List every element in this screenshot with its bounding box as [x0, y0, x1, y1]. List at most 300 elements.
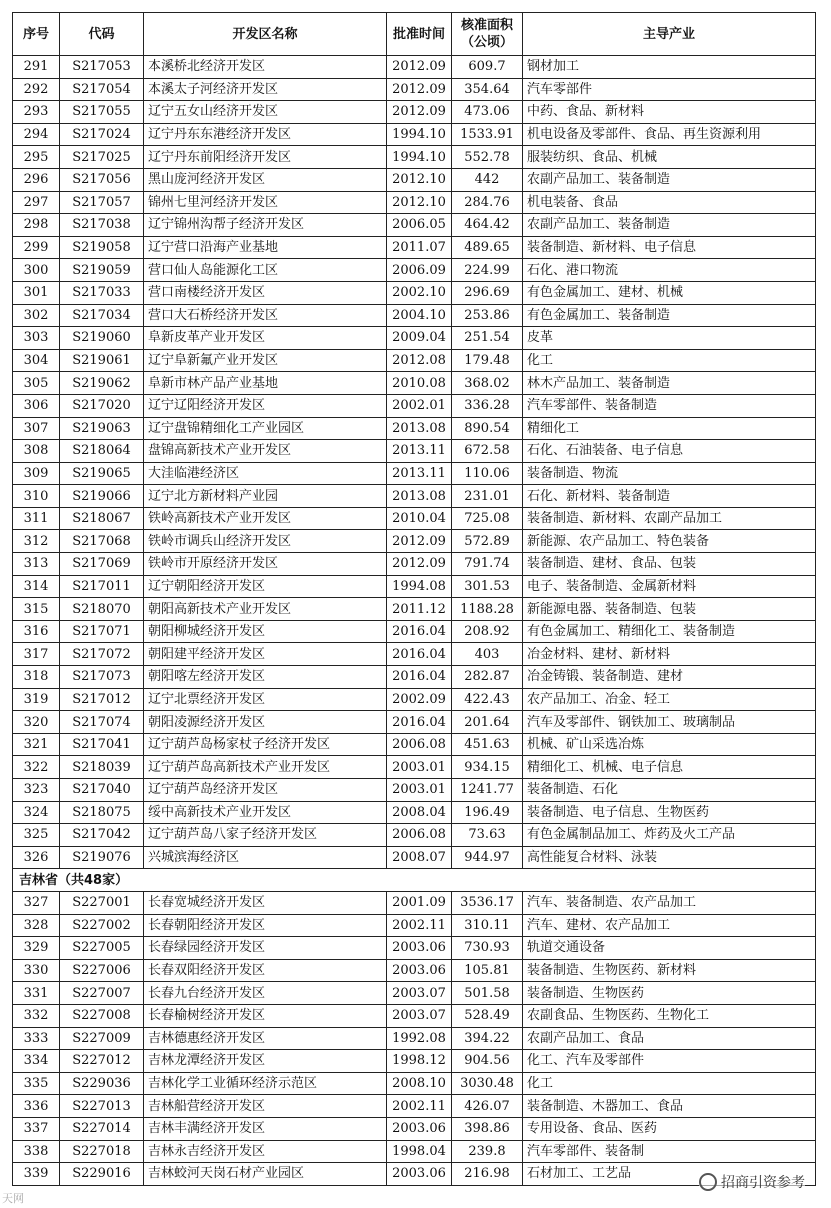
cell-code: S219061 — [60, 349, 144, 372]
cell-no: 301 — [13, 281, 60, 304]
table-row — [13, 485, 816, 508]
cell-industry: 石化、港口物流 — [523, 259, 816, 282]
cell-code: S217056 — [60, 168, 144, 191]
cell-area: 253.86 — [452, 304, 523, 327]
cell-area: 201.64 — [452, 711, 523, 734]
development-zone-table — [12, 12, 816, 1186]
table-row — [13, 507, 816, 530]
table-row — [13, 666, 816, 689]
cell-industry: 石材加工、工艺品 — [523, 1163, 816, 1186]
cell-date: 2004.10 — [387, 304, 452, 327]
table-row — [13, 1095, 816, 1118]
cell-code: S227014 — [60, 1117, 144, 1140]
cell-no: 298 — [13, 214, 60, 237]
cell-code: S218075 — [60, 801, 144, 824]
cell-industry: 石化、石油装备、电子信息 — [523, 440, 816, 463]
cell-code: S217068 — [60, 530, 144, 553]
cell-name: 绥中高新技术产业开发区 — [144, 801, 387, 824]
cell-no: 309 — [13, 462, 60, 485]
cell-name: 兴城滨海经济区 — [144, 846, 387, 869]
table-row — [13, 620, 816, 643]
cell-date: 1998.04 — [387, 1140, 452, 1163]
cell-area: 239.8 — [452, 1140, 523, 1163]
cell-no: 317 — [13, 643, 60, 666]
cell-industry: 装备制造、建材、食品、包装 — [523, 553, 816, 576]
cell-area: 890.54 — [452, 417, 523, 440]
table-row — [13, 1004, 816, 1027]
cell-date: 2010.08 — [387, 372, 452, 395]
cell-no: 302 — [13, 304, 60, 327]
cell-industry: 精细化工、机械、电子信息 — [523, 756, 816, 779]
cell-date: 2013.08 — [387, 417, 452, 440]
cell-code: S217038 — [60, 214, 144, 237]
header-area-line2: （公顷） — [460, 35, 513, 50]
cell-code: S219063 — [60, 417, 144, 440]
cell-code: S217040 — [60, 779, 144, 802]
cell-date: 2003.06 — [387, 937, 452, 960]
cell-name: 辽宁五女山经济开发区 — [144, 101, 387, 124]
table-row — [13, 530, 816, 553]
cell-industry: 农产品加工、冶金、轻工 — [523, 688, 816, 711]
cell-no: 339 — [13, 1163, 60, 1186]
cell-name: 朝阳高新技术产业开发区 — [144, 598, 387, 621]
table-row — [13, 1050, 816, 1073]
cell-industry: 装备制造、石化 — [523, 779, 816, 802]
cell-date: 2008.04 — [387, 801, 452, 824]
cell-name: 铁岭市开原经济开发区 — [144, 553, 387, 576]
cell-area: 179.48 — [452, 349, 523, 372]
cell-no: 294 — [13, 123, 60, 146]
table-row — [13, 982, 816, 1005]
cell-code: S227008 — [60, 1004, 144, 1027]
table-row — [13, 417, 816, 440]
cell-industry: 机电设备及零部件、食品、再生资源利用 — [523, 123, 816, 146]
cell-name: 铁岭市调兵山经济开发区 — [144, 530, 387, 553]
cell-industry: 冶金材料、建材、新材料 — [523, 643, 816, 666]
cell-no: 331 — [13, 982, 60, 1005]
cell-date: 1994.10 — [387, 146, 452, 169]
cell-no: 300 — [13, 259, 60, 282]
cell-name: 朝阳喀左经济开发区 — [144, 666, 387, 689]
cell-date: 1994.08 — [387, 575, 452, 598]
cell-code: S217072 — [60, 643, 144, 666]
table-row — [13, 914, 816, 937]
cell-name: 吉林化学工业循环经济示范区 — [144, 1072, 387, 1095]
cell-name: 铁岭高新技术产业开发区 — [144, 507, 387, 530]
cell-code: S219066 — [60, 485, 144, 508]
table-row — [13, 801, 816, 824]
cell-date: 2003.01 — [387, 779, 452, 802]
table-row — [13, 191, 816, 214]
watermark-left: 天网 — [2, 1192, 24, 1205]
cell-no: 296 — [13, 168, 60, 191]
cell-date: 2003.07 — [387, 1004, 452, 1027]
cell-area: 473.06 — [452, 101, 523, 124]
cell-name: 吉林龙潭经济开发区 — [144, 1050, 387, 1073]
cell-no: 333 — [13, 1027, 60, 1050]
cell-no: 334 — [13, 1050, 60, 1073]
cell-code: S217011 — [60, 575, 144, 598]
cell-code: S229016 — [60, 1163, 144, 1186]
cell-name: 辽宁辽阳经济开发区 — [144, 394, 387, 417]
cell-code: S227013 — [60, 1095, 144, 1118]
cell-area: 3030.48 — [452, 1072, 523, 1095]
cell-date: 2012.10 — [387, 168, 452, 191]
cell-no: 306 — [13, 394, 60, 417]
cell-industry: 服装纺织、食品、机械 — [523, 146, 816, 169]
cell-name: 辽宁丹东前阳经济开发区 — [144, 146, 387, 169]
cell-industry: 冶金铸锻、装备制造、建材 — [523, 666, 816, 689]
cell-area: 224.99 — [452, 259, 523, 282]
cell-date: 2012.09 — [387, 78, 452, 101]
cell-code: S218039 — [60, 756, 144, 779]
table-row — [13, 146, 816, 169]
cell-name: 辽宁盘锦精细化工产业园区 — [144, 417, 387, 440]
cell-code: S217041 — [60, 733, 144, 756]
cell-no: 328 — [13, 914, 60, 937]
cell-name: 辽宁北票经济开发区 — [144, 688, 387, 711]
cell-date: 2012.08 — [387, 349, 452, 372]
cell-industry: 汽车及零部件、钢铁加工、玻璃制品 — [523, 711, 816, 734]
cell-code: S219060 — [60, 327, 144, 350]
cell-no: 312 — [13, 530, 60, 553]
cell-industry: 轨道交通设备 — [523, 937, 816, 960]
cell-date: 2006.09 — [387, 259, 452, 282]
cell-name: 辽宁营口沿海产业基地 — [144, 236, 387, 259]
table-row — [13, 824, 816, 847]
cell-code: S219062 — [60, 372, 144, 395]
cell-industry: 农副食品、生物医药、生物化工 — [523, 1004, 816, 1027]
cell-industry: 汽车零部件、装备制 — [523, 1140, 816, 1163]
table-row — [13, 688, 816, 711]
cell-code: S219059 — [60, 259, 144, 282]
cell-industry: 精细化工 — [523, 417, 816, 440]
cell-date: 2003.07 — [387, 982, 452, 1005]
cell-industry: 化工 — [523, 349, 816, 372]
cell-code: S227002 — [60, 914, 144, 937]
cell-date: 2012.09 — [387, 101, 452, 124]
cell-industry: 化工、汽车及零部件 — [523, 1050, 816, 1073]
cell-industry: 装备制造、物流 — [523, 462, 816, 485]
table-row — [13, 304, 816, 327]
cell-industry: 钢材加工 — [523, 56, 816, 79]
cell-name: 辽宁朝阳经济开发区 — [144, 575, 387, 598]
cell-industry: 林木产品加工、装备制造 — [523, 372, 816, 395]
cell-area: 208.92 — [452, 620, 523, 643]
cell-area: 336.28 — [452, 394, 523, 417]
cell-code: S217074 — [60, 711, 144, 734]
cell-name: 营口大石桥经济开发区 — [144, 304, 387, 327]
cell-name: 辽宁锦州沟帮子经济开发区 — [144, 214, 387, 237]
table-row — [13, 733, 816, 756]
cell-date: 2016.04 — [387, 620, 452, 643]
cell-code: S217054 — [60, 78, 144, 101]
cell-no: 304 — [13, 349, 60, 372]
cell-date: 2001.09 — [387, 891, 452, 914]
cell-code: S227007 — [60, 982, 144, 1005]
cell-name: 辽宁丹东东港经济开发区 — [144, 123, 387, 146]
cell-no: 316 — [13, 620, 60, 643]
cell-date: 2003.06 — [387, 1117, 452, 1140]
cell-no: 297 — [13, 191, 60, 214]
cell-code: S219058 — [60, 236, 144, 259]
cell-industry: 农副产品加工、食品 — [523, 1027, 816, 1050]
cell-date: 2010.04 — [387, 507, 452, 530]
table-row — [13, 440, 816, 463]
table-row — [13, 214, 816, 237]
cell-area: 464.42 — [452, 214, 523, 237]
cell-industry: 汽车、装备制造、农产品加工 — [523, 891, 816, 914]
cell-industry: 装备制造、新材料、农副产品加工 — [523, 507, 816, 530]
section-row — [13, 869, 816, 892]
table-row — [13, 1163, 816, 1186]
cell-no: 327 — [13, 891, 60, 914]
cell-code: S217024 — [60, 123, 144, 146]
cell-area: 725.08 — [452, 507, 523, 530]
cell-name: 长春宽城经济开发区 — [144, 891, 387, 914]
cell-name: 阜新市林产品产业基地 — [144, 372, 387, 395]
cell-date: 2006.08 — [387, 733, 452, 756]
cell-area: 1533.91 — [452, 123, 523, 146]
cell-industry: 汽车零部件 — [523, 78, 816, 101]
cell-date: 2003.06 — [387, 959, 452, 982]
table-row — [13, 891, 816, 914]
table-row — [13, 259, 816, 282]
cell-name: 吉林蛟河天岗石材产业园区 — [144, 1163, 387, 1186]
cell-no: 292 — [13, 78, 60, 101]
cell-area: 231.01 — [452, 485, 523, 508]
cell-date: 2013.11 — [387, 440, 452, 463]
cell-date: 2013.08 — [387, 485, 452, 508]
cell-no: 329 — [13, 937, 60, 960]
cell-date: 2013.11 — [387, 462, 452, 485]
section-title: 吉林省（共48家） — [13, 869, 816, 892]
cell-date: 2012.09 — [387, 553, 452, 576]
table-row — [13, 281, 816, 304]
cell-date: 2008.07 — [387, 846, 452, 869]
cell-area: 394.22 — [452, 1027, 523, 1050]
cell-date: 2012.09 — [387, 56, 452, 79]
header-no: 序号 — [13, 13, 60, 56]
cell-industry: 装备制造、电子信息、生物医药 — [523, 801, 816, 824]
cell-date: 2002.09 — [387, 688, 452, 711]
table-row — [13, 959, 816, 982]
cell-industry: 有色金属加工、精细化工、装备制造 — [523, 620, 816, 643]
cell-area: 296.69 — [452, 281, 523, 304]
cell-no: 307 — [13, 417, 60, 440]
cell-industry: 专用设备、食品、医药 — [523, 1117, 816, 1140]
cell-code: S217073 — [60, 666, 144, 689]
table-row — [13, 598, 816, 621]
cell-date: 2012.10 — [387, 191, 452, 214]
watermark-text: 招商引资参考 — [721, 1175, 805, 1191]
cell-industry: 装备制造、生物医药 — [523, 982, 816, 1005]
table-row — [13, 372, 816, 395]
cell-code: S229036 — [60, 1072, 144, 1095]
cell-area: 730.93 — [452, 937, 523, 960]
cell-no: 336 — [13, 1095, 60, 1118]
cell-industry: 电子、装备制造、金属新材料 — [523, 575, 816, 598]
header-code: 代码 — [60, 13, 144, 56]
cell-area: 904.56 — [452, 1050, 523, 1073]
header-area-line1: 核准面积 — [460, 18, 513, 33]
cell-industry: 有色金属加工、建材、机械 — [523, 281, 816, 304]
cell-code: S217071 — [60, 620, 144, 643]
cell-no: 325 — [13, 824, 60, 847]
cell-no: 335 — [13, 1072, 60, 1095]
cell-date: 2016.04 — [387, 643, 452, 666]
cell-name: 吉林永吉经济开发区 — [144, 1140, 387, 1163]
cell-code: S218070 — [60, 598, 144, 621]
cell-name: 长春九台经济开发区 — [144, 982, 387, 1005]
cell-no: 311 — [13, 507, 60, 530]
cell-area: 282.87 — [452, 666, 523, 689]
table-row — [13, 394, 816, 417]
cell-industry: 有色金属加工、装备制造 — [523, 304, 816, 327]
cell-date: 2002.11 — [387, 914, 452, 937]
cell-name: 辽宁葫芦岛高新技术产业开发区 — [144, 756, 387, 779]
cell-no: 314 — [13, 575, 60, 598]
cell-name: 朝阳建平经济开发区 — [144, 643, 387, 666]
header-area — [452, 13, 523, 56]
cell-industry: 机电装备、食品 — [523, 191, 816, 214]
cell-name: 辽宁葫芦岛经济开发区 — [144, 779, 387, 802]
cell-code: S218064 — [60, 440, 144, 463]
table-row — [13, 1140, 816, 1163]
cell-date: 1994.10 — [387, 123, 452, 146]
cell-name: 辽宁阜新氟产业开发区 — [144, 349, 387, 372]
table-row — [13, 643, 816, 666]
cell-no: 323 — [13, 779, 60, 802]
cell-area: 609.7 — [452, 56, 523, 79]
cell-code: S217053 — [60, 56, 144, 79]
cell-code: S227012 — [60, 1050, 144, 1073]
cell-area: 398.86 — [452, 1117, 523, 1140]
cell-code: S217012 — [60, 688, 144, 711]
cell-industry: 装备制造、新材料、电子信息 — [523, 236, 816, 259]
cell-date: 2016.04 — [387, 711, 452, 734]
cell-area: 451.63 — [452, 733, 523, 756]
cell-code: S227006 — [60, 959, 144, 982]
cell-code: S227005 — [60, 937, 144, 960]
cell-no: 337 — [13, 1117, 60, 1140]
table-row — [13, 575, 816, 598]
cell-no: 315 — [13, 598, 60, 621]
cell-area: 426.07 — [452, 1095, 523, 1118]
table-row — [13, 168, 816, 191]
cell-no: 305 — [13, 372, 60, 395]
cell-code: S217055 — [60, 101, 144, 124]
cell-name: 辽宁葫芦岛八家子经济开发区 — [144, 824, 387, 847]
cell-date: 1998.12 — [387, 1050, 452, 1073]
cell-area: 572.89 — [452, 530, 523, 553]
cell-name: 大洼临港经济区 — [144, 462, 387, 485]
cell-name: 吉林船营经济开发区 — [144, 1095, 387, 1118]
cell-code: S217033 — [60, 281, 144, 304]
cell-name: 朝阳凌源经济开发区 — [144, 711, 387, 734]
cell-area: 73.63 — [452, 824, 523, 847]
cell-code: S217020 — [60, 394, 144, 417]
cell-industry: 机械、矿山采选冶炼 — [523, 733, 816, 756]
cell-code: S227009 — [60, 1027, 144, 1050]
cell-industry: 新能源、农产品加工、特色装备 — [523, 530, 816, 553]
cell-name: 长春绿园经济开发区 — [144, 937, 387, 960]
cell-area: 944.97 — [452, 846, 523, 869]
cell-industry: 有色金属制品加工、炸药及火工产品 — [523, 824, 816, 847]
cell-area: 3536.17 — [452, 891, 523, 914]
cell-no: 319 — [13, 688, 60, 711]
cell-name: 本溪桥北经济开发区 — [144, 56, 387, 79]
header-industry: 主导产业 — [523, 13, 816, 56]
cell-area: 422.43 — [452, 688, 523, 711]
cell-no: 310 — [13, 485, 60, 508]
cell-name: 长春榆树经济开发区 — [144, 1004, 387, 1027]
table-row — [13, 123, 816, 146]
cell-no: 308 — [13, 440, 60, 463]
cell-area: 672.58 — [452, 440, 523, 463]
table-row — [13, 937, 816, 960]
cell-area: 301.53 — [452, 575, 523, 598]
table-row — [13, 349, 816, 372]
cell-no: 303 — [13, 327, 60, 350]
cell-no: 318 — [13, 666, 60, 689]
cell-area: 368.02 — [452, 372, 523, 395]
cell-name: 营口南楼经济开发区 — [144, 281, 387, 304]
cell-industry: 农副产品加工、装备制造 — [523, 214, 816, 237]
table-row — [13, 1027, 816, 1050]
cell-name: 营口仙人岛能源化工区 — [144, 259, 387, 282]
cell-no: 332 — [13, 1004, 60, 1027]
wechat-icon — [699, 1173, 717, 1191]
cell-name: 长春朝阳经济开发区 — [144, 914, 387, 937]
cell-industry: 装备制造、木器加工、食品 — [523, 1095, 816, 1118]
header-date: 批准时间 — [387, 13, 452, 56]
cell-no: 326 — [13, 846, 60, 869]
cell-industry: 汽车零部件、装备制造 — [523, 394, 816, 417]
cell-area: 489.65 — [452, 236, 523, 259]
cell-area: 791.74 — [452, 553, 523, 576]
table-row — [13, 462, 816, 485]
cell-code: S217042 — [60, 824, 144, 847]
cell-industry: 新能源电器、装备制造、包装 — [523, 598, 816, 621]
cell-date: 2002.10 — [387, 281, 452, 304]
table-row — [13, 1117, 816, 1140]
cell-date: 2003.01 — [387, 756, 452, 779]
cell-industry: 高性能复合材料、泳装 — [523, 846, 816, 869]
cell-name: 黑山庞河经济开发区 — [144, 168, 387, 191]
table-row — [13, 779, 816, 802]
cell-area: 934.15 — [452, 756, 523, 779]
cell-date: 2012.09 — [387, 530, 452, 553]
cell-area: 1188.28 — [452, 598, 523, 621]
cell-area: 310.11 — [452, 914, 523, 937]
table-row — [13, 56, 816, 79]
cell-name: 辽宁葫芦岛杨家杖子经济开发区 — [144, 733, 387, 756]
cell-no: 291 — [13, 56, 60, 79]
cell-date: 1992.08 — [387, 1027, 452, 1050]
cell-code: S218067 — [60, 507, 144, 530]
cell-name: 辽宁北方新材料产业园 — [144, 485, 387, 508]
cell-industry: 石化、新材料、装备制造 — [523, 485, 816, 508]
cell-no: 338 — [13, 1140, 60, 1163]
cell-area: 216.98 — [452, 1163, 523, 1186]
cell-date: 2006.08 — [387, 824, 452, 847]
cell-no: 320 — [13, 711, 60, 734]
cell-area: 105.81 — [452, 959, 523, 982]
cell-code: S217025 — [60, 146, 144, 169]
cell-date: 2002.11 — [387, 1095, 452, 1118]
cell-area: 442 — [452, 168, 523, 191]
